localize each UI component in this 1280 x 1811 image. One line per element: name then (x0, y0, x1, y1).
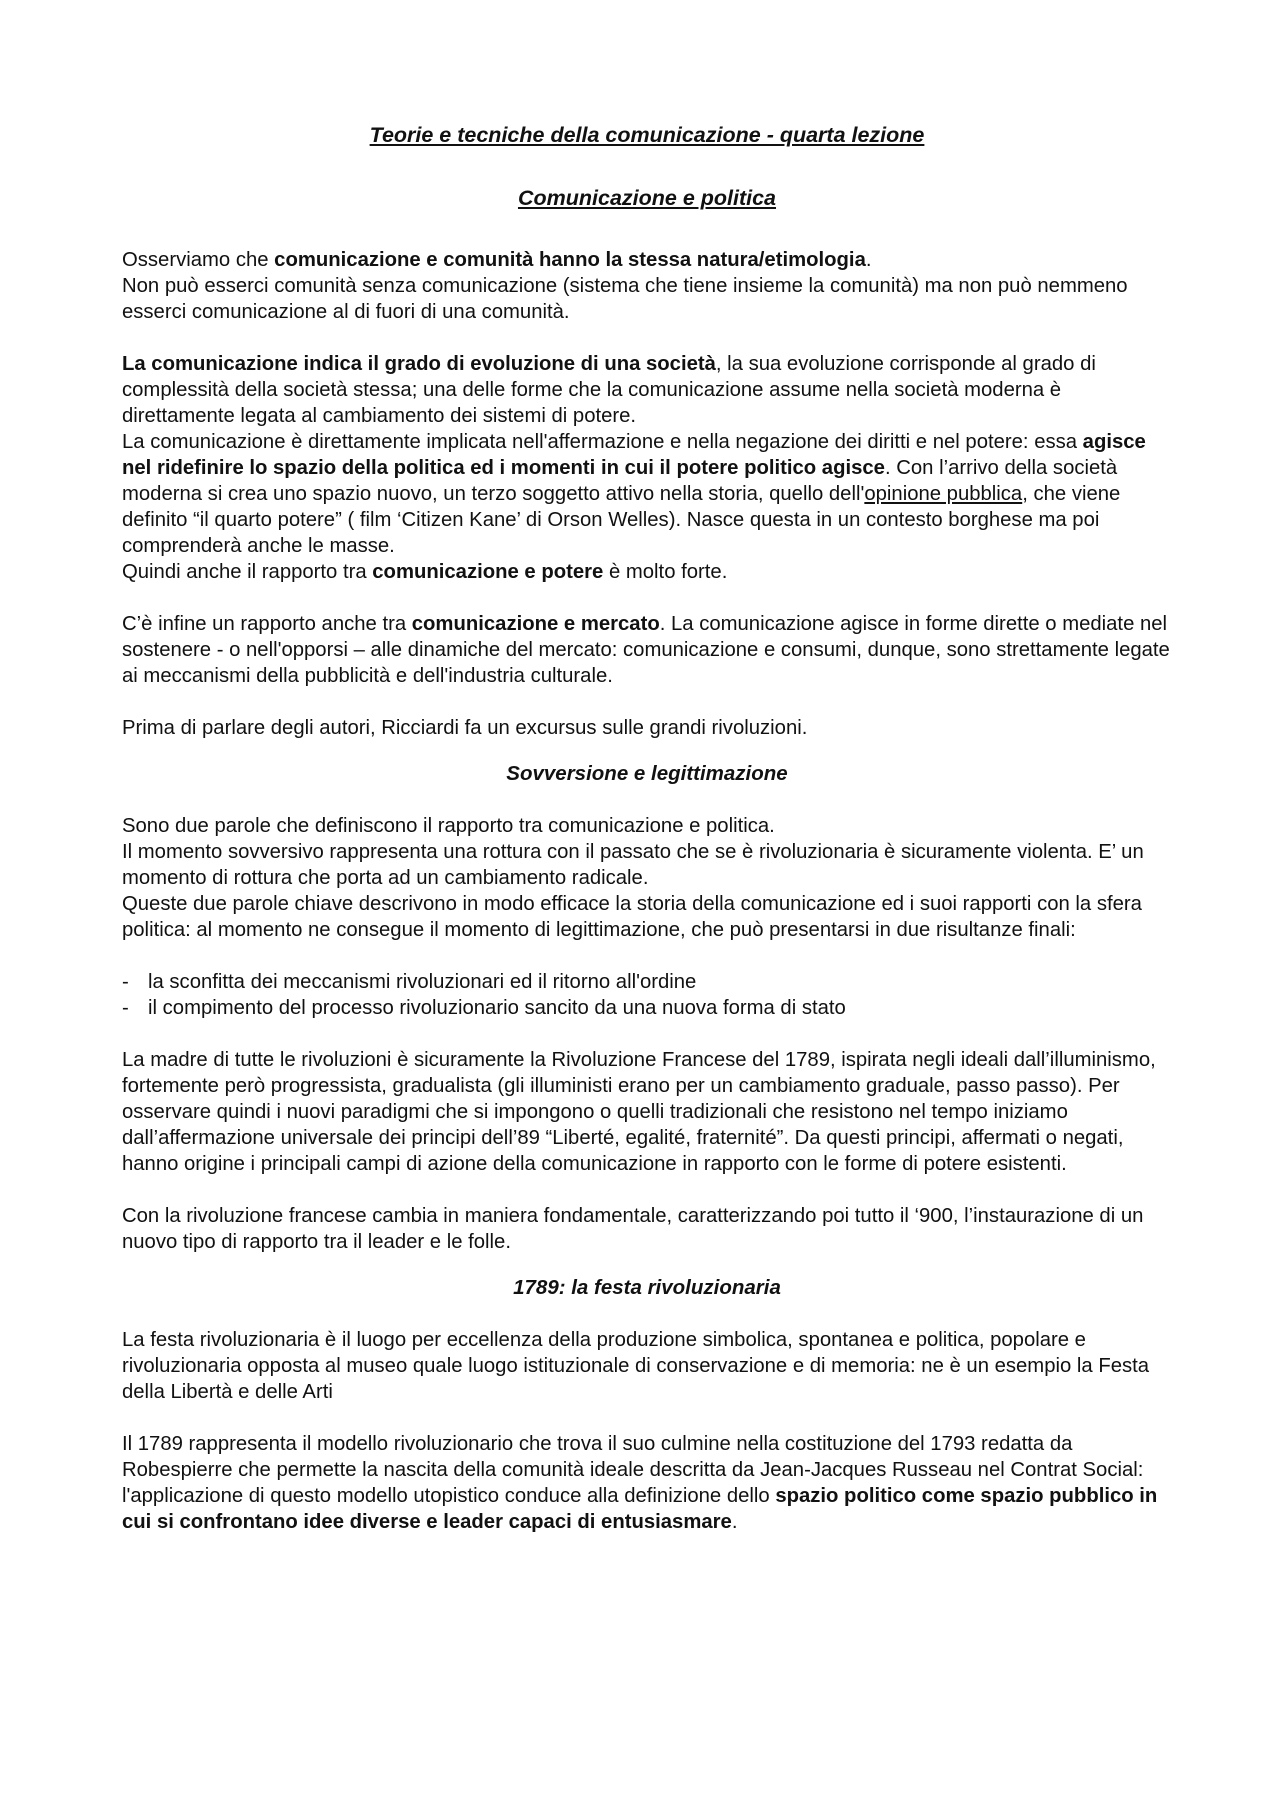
outcome-list (122, 969, 1172, 1021)
p5-text-a: Sono due parole che definiscono il rapporto tra comunicazione e politica. (122, 815, 775, 837)
p3-bold-b: comunicazione e mercato (411, 613, 660, 635)
p2-bold-d: agisce nel ridefinire lo spazio della politica ed i momenti in cui il potere politico agisce (122, 431, 1146, 479)
p2-bold-i: comunicazione e potere (372, 561, 604, 583)
list-item (122, 995, 1172, 1021)
p9-text-a: Il 1789 rappresenta il modello rivoluzionario che trova il suo culmine nella costituzione del 1793 redatta da Robespierre che permette la nascita della comunità ideale descritta da Jean-Jacques Russeau nel Contrat Social: l'applicazione di questo modello utopistico conduce alla definizione dello (122, 1433, 1144, 1507)
p9-text-c: . (731, 1511, 738, 1533)
paragraph-2 (122, 351, 1172, 585)
paragraph-3 (122, 611, 1172, 689)
paragraph-1 (122, 247, 1172, 325)
paragraph-5 (122, 813, 1172, 943)
document-body (122, 118, 1172, 1535)
section-heading-festa: 1789: la festa rivoluzionaria (513, 1276, 781, 1299)
p9-bold-b: spazio politico come spazio pubblico in cui si confrontano idee diverse e leader capaci di entusiasmare (122, 1485, 1158, 1533)
p2-text-c: La comunicazione è direttamente implicata nell'affermazione e nella negazione dei diritti e nel potere: essa (122, 431, 1083, 453)
p1-bold-b: comunicazione e comunità hanno la stessa natura/etimologia (274, 249, 866, 271)
p2-text-j: è molto forte. (603, 561, 728, 583)
section-heading-sovversione: Sovversione e legittimazione (506, 762, 788, 785)
p2-text-e: . Con l’arrivo della società moderna si crea uno spazio nuovo, un terzo soggetto attivo nella storia, quello dell' (122, 457, 1118, 505)
p5-text-c: Queste due parole chiave descrivono in modo efficace la storia della comunicazione ed i suoi rapporti con la sfera politica: al momento ne consegue il momento di legittimazione, che può presentarsi in due risultanze finali: (122, 893, 1142, 941)
p5-text-b: Il momento sovversivo rappresenta una rottura con il passato che se è rivoluzionaria è sicuramente violenta. E’ un momento di rottura che porta ad un cambiamento radicale. (122, 841, 1144, 889)
p2-text-h: Quindi anche il rapporto tra (122, 561, 373, 583)
p2-text-g: , che viene definito “il quarto potere” ( film ‘Citizen Kane’ di Orson Welles). Nasce questa in un contesto borghese ma poi comprenderà anche le masse. (122, 483, 1121, 557)
paragraph-7: Con la rivoluzione francese cambia in maniera fondamentale, caratterizzando poi tutto il ‘900, l’instaurazione di un nuovo tipo di rapporto tra il leader e le folle. (122, 1205, 1144, 1253)
dash-bullet: - (122, 997, 129, 1019)
document-title: Teorie e tecniche della comunicazione - quarta lezione (369, 123, 925, 147)
paragraph-8: La festa rivoluzionaria è il luogo per eccellenza della produzione simbolica, spontanea e politica, popolare e rivoluzionaria opposta al museo quale luogo istituzionale di conservazione e di memoria: ne è un esempio la Festa della Libertà e delle Arti (122, 1329, 1150, 1403)
p1-text-d: Non può esserci comunità senza comunicazione (sistema che tiene insieme la comunità) ma non può nemmeno esserci comunicazione al di fuori di una comunità. (122, 275, 1128, 323)
paragraph-4: Prima di parlare degli autori, Ricciardi fa un excursus sulle grandi rivoluzioni. (122, 717, 808, 739)
list-item-text: il compimento del processo rivoluzionario sancito da una nuova forma di stato (148, 997, 846, 1019)
p2-text-b: , la sua evoluzione corrisponde al grado di complessità della società stessa; una delle forme che la comunicazione assume nella società moderna è direttamente legata al cambiamento dei sistemi di potere. (122, 353, 1096, 427)
document-subtitle: Comunicazione e politica (517, 186, 777, 210)
p1-text-a: Osserviamo che (122, 249, 275, 271)
p3-text-c: . La comunicazione agisce in forme dirette o mediate nel sostenere - o nell'opporsi – alle dinamiche del mercato: comunicazione e consumi, dunque, sono strettamente legate ai meccanismi della pubblicità e dell'industria culturale. (122, 613, 1170, 687)
p3-text-a: C’è infine un rapporto anche tra (122, 613, 412, 635)
paragraph-6: La madre di tutte le rivoluzioni è sicuramente la Rivoluzione Francese del 1789, ispirata negli ideali dall’illuminismo, fortemente però progressista, gradualista (gli illuministi erano per un cambiamento graduale, passo passo). Per osservare quindi i nuovi paradigmi che si impongono o quelli tradizionali che resistono nel tempo iniziamo dall’affermazione universale dei principi dell’89 “Liberté, egalité, fraternité”. Da questi principi, affermati o negati, hanno origine i principali campi di azione della comunicazione in rapporto con le forme di potere esistenti. (122, 1049, 1156, 1175)
p2-bold-a: La comunicazione indica il grado di evoluzione di una società (122, 353, 716, 375)
paragraph-9 (122, 1431, 1172, 1535)
list-item (122, 969, 1172, 995)
list-item-text: la sconfitta dei meccanismi rivoluzionari ed il ritorno all'ordine (148, 971, 697, 993)
opinione-pubblica-underlined: opinione pubblica (864, 483, 1023, 505)
dash-bullet: - (122, 971, 129, 993)
p1-text-c: . (865, 249, 872, 271)
